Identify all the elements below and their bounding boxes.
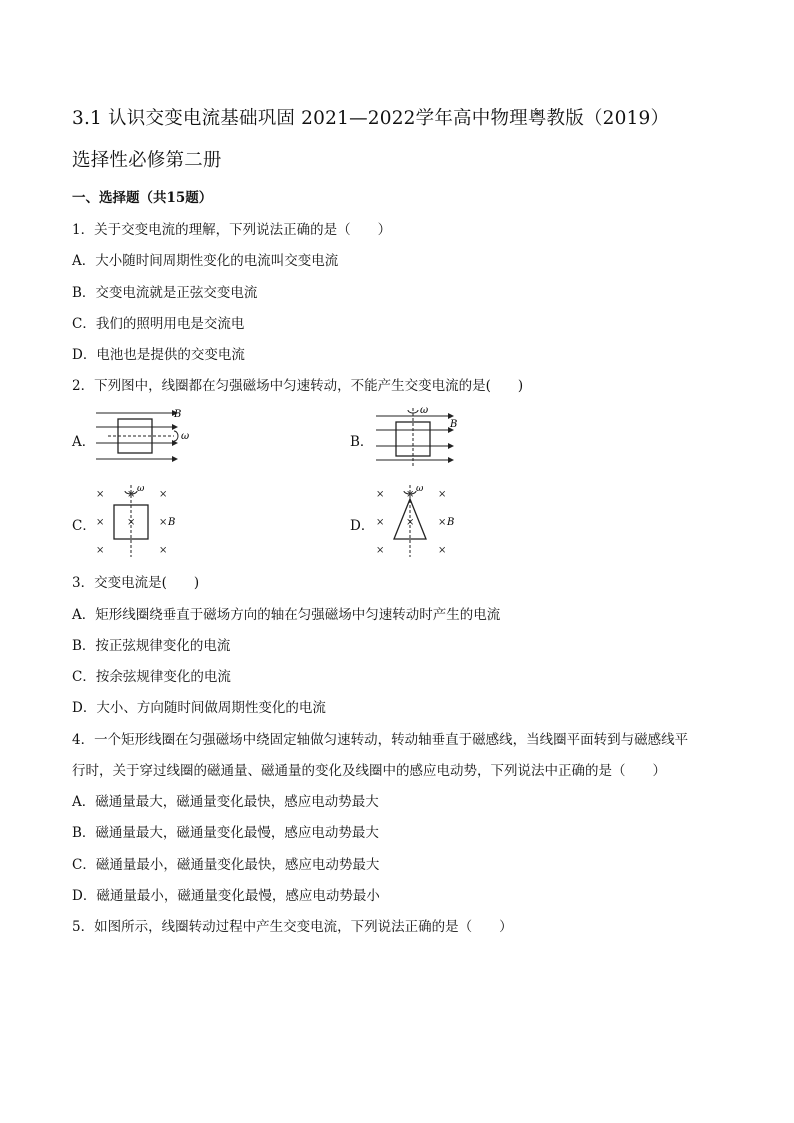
section-heading: 一、选择题（共15题）: [72, 190, 213, 206]
q4-option-a: A．磁通量最大，磁通量变化最快，感应电动势最大: [72, 794, 379, 810]
q5-stem: 5．如图所示，线圈转动过程中产生交变电流，下列说法正确的是（ ）: [72, 919, 513, 935]
q2-label-d: D．: [350, 518, 375, 534]
cross-mark: ×: [438, 517, 447, 528]
cross-mark: ×: [159, 517, 168, 528]
cross-mark: ×: [376, 545, 385, 556]
cross-mark: ×: [127, 517, 136, 528]
field-b-label: B: [174, 409, 182, 420]
document-title-line-1: 3.1 认识交变电流基础巩固 2021—2022学年高中物理粤教版（2019）: [72, 108, 670, 129]
q1-option-b: B．交变电流就是正弦交变电流: [72, 285, 258, 301]
q2-figure-c: [92, 481, 192, 559]
cross-mark: ×: [406, 517, 415, 528]
q1-option-a: A．大小随时间周期性变化的电流叫交变电流: [72, 253, 339, 269]
cross-mark: ×: [159, 545, 168, 556]
cross-mark: ×: [127, 489, 136, 500]
field-b-label: B: [168, 517, 176, 528]
q4-option-c: C．磁通量最小，磁通量变化最快，感应电动势最大: [72, 857, 380, 873]
q2-label-a: A．: [72, 434, 96, 450]
cross-mark: ×: [438, 545, 447, 556]
q4-option-b: B．磁通量最大，磁通量变化最慢，感应电动势最大: [72, 825, 379, 841]
field-b-label: B: [450, 419, 458, 430]
q3-option-a: A．矩形线圈绕垂直于磁场方向的轴在匀强磁场中匀速转动时产生的电流: [72, 607, 501, 623]
cross-mark: ×: [96, 489, 105, 500]
q2-label-c: C．: [72, 518, 96, 534]
cross-mark: ×: [159, 489, 168, 500]
omega-label: ω: [420, 405, 429, 416]
q3-option-b: B．按正弦规律变化的电流: [72, 638, 231, 654]
q3-stem: 3．交变电流是( ): [72, 575, 200, 591]
field-b-label: B: [447, 517, 455, 528]
q3-option-d: D．大小、方向随时间做周期性变化的电流: [72, 700, 326, 716]
cross-mark: ×: [376, 517, 385, 528]
cross-mark: ×: [406, 489, 415, 500]
omega-label: ω: [181, 431, 190, 442]
q2-figure-a: [94, 405, 194, 467]
cross-mark: ×: [376, 489, 385, 500]
q2-figure-d: [372, 481, 472, 559]
omega-label: ω: [137, 484, 145, 494]
cross-mark: ×: [96, 545, 105, 556]
q2-stem: 2．下列图中，线圈都在匀强磁场中匀速转动，不能产生交变电流的是( ): [72, 378, 524, 394]
q4-option-d: D．磁通量最小，磁通量变化最慢，感应电动势最小: [72, 888, 380, 904]
q3-option-c: C．按余弦规律变化的电流: [72, 669, 231, 685]
omega-label: ω: [416, 484, 424, 494]
q4-stem-line-1: 4．一个矩形线圈在匀强磁场中绕固定轴做匀速转动，转动轴垂直于磁感线，当线圈平面转到与磁感线平: [72, 732, 689, 748]
q2-label-b: B．: [350, 434, 374, 450]
q1-option-c: C．我们的照明用电是交流电: [72, 316, 245, 332]
q1-option-d: D．电池也是提供的交变电流: [72, 347, 245, 363]
cross-mark: ×: [96, 517, 105, 528]
q2-figure-b: [372, 404, 472, 470]
q4-stem-line-2: 行时，关于穿过线圈的磁通量、磁通量的变化及线圈中的感应电动势，下列说法中正确的是（ ）: [72, 763, 666, 779]
q1-stem: 1．关于交变电流的理解，下列说法正确的是（ ）: [72, 222, 392, 238]
document-title-line-2: 选择性必修第二册: [72, 150, 222, 171]
cross-mark: ×: [438, 489, 447, 500]
